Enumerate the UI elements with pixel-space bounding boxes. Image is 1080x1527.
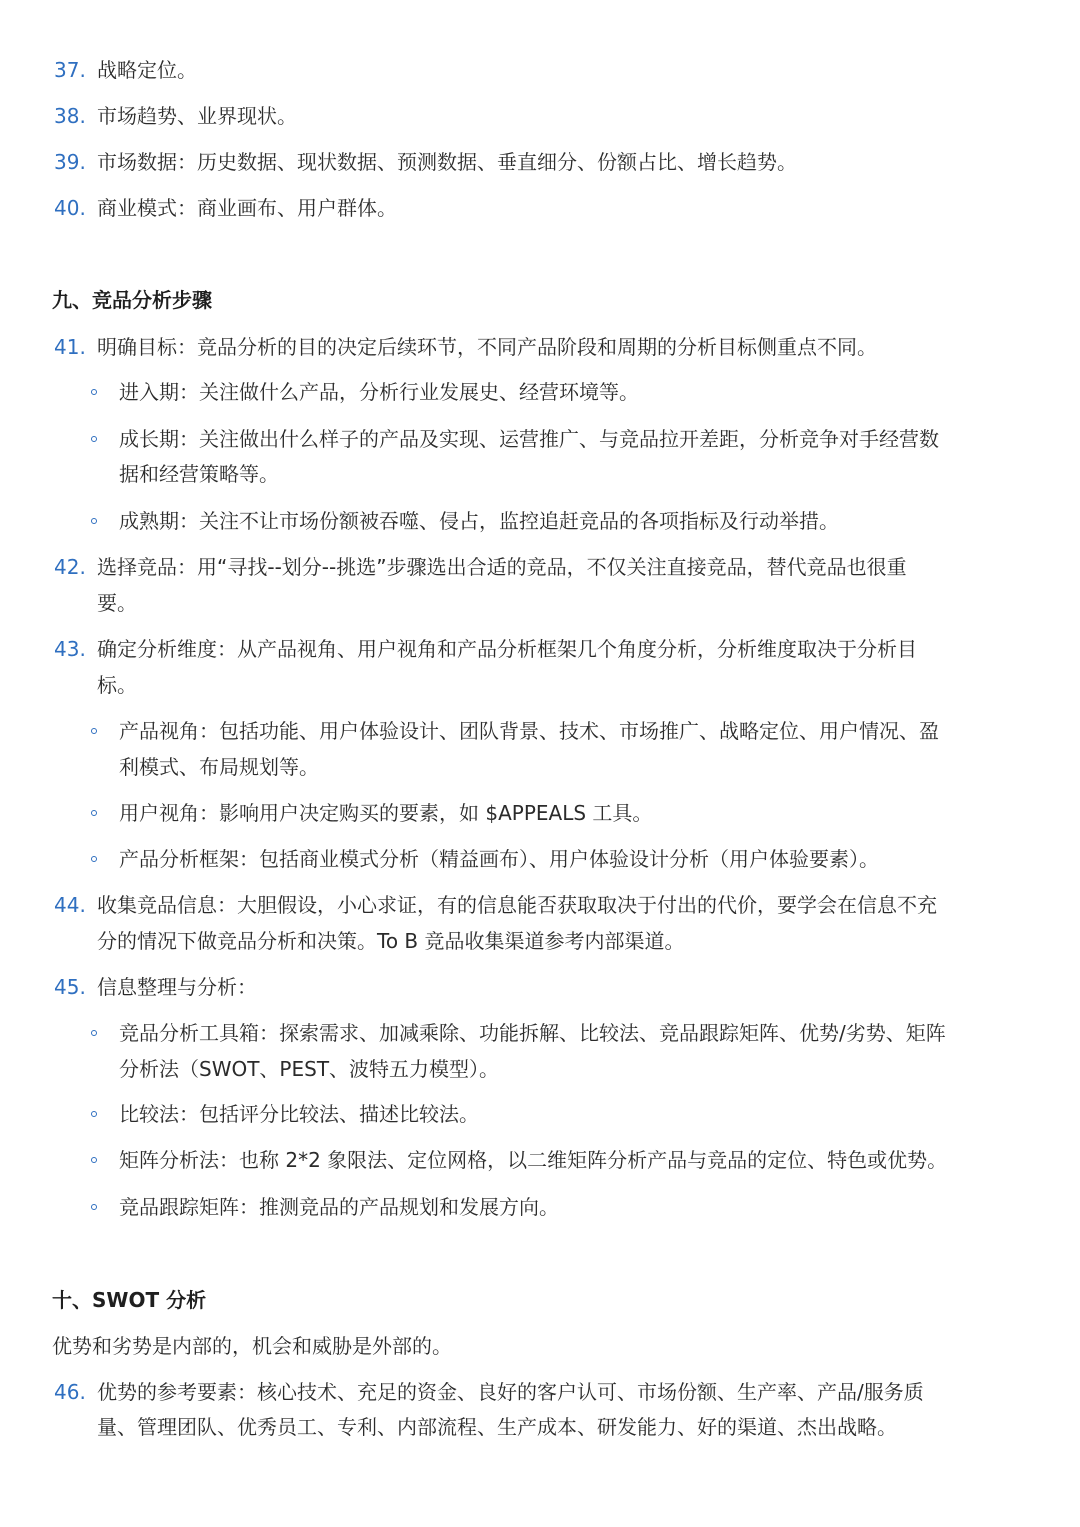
list-item-text: 标。 [97,673,137,697]
bullet-icon [91,856,97,862]
list-item-text: 商业模式：商业画布、用户群体。 [97,196,397,220]
list-item-text: 要。 [97,591,137,615]
list-item-text: 量、管理团队、优秀员工、专利、内部流程、生产成本、研发能力、好的渠道、杰出战略。 [97,1415,897,1439]
sub-item-text: 用户视角：影响用户决定购买的要素，如 $APPEALS 工具。 [119,801,653,825]
list-number: 41. [54,335,86,359]
sub-item-text: 竞品分析工具箱：探索需求、加减乘除、功能拆解、比较法、竞品跟踪矩阵、优势/劣势、矩阵 [119,1021,946,1045]
sub-item-text: 成长期：关注做出什么样子的产品及实现、运营推广、与竞品拉开差距，分析竞争对手经营数 [119,427,939,451]
list-number: 39. [54,150,86,174]
sub-item-text: 利模式、布局规划等。 [119,755,319,779]
bullet-icon [91,1030,97,1036]
list-item-text: 市场趋势、业界现状。 [97,104,297,128]
sub-item-text: 进入期：关注做什么产品，分析行业发展史、经营环境等。 [119,380,639,404]
list-item-text: 优势的参考要素：核心技术、充足的资金、良好的客户认可、市场份额、生产率、产品/服务质 [97,1380,924,1404]
sub-item-text: 成熟期：关注不让市场份额被吞噬、侵占，监控追赶竞品的各项指标及行动举措。 [119,509,839,533]
list-item-text: 收集竞品信息：大胆假设，小心求证，有的信息能否获取取决于付出的代价，要学会在信息不充 [97,893,937,917]
list-item-text: 明确目标：竞品分析的目的决定后续环节，不同产品阶段和周期的分析目标侧重点不同。 [97,335,877,359]
bullet-icon [91,1204,97,1210]
section-heading: 九、竞品分析步骤 [52,288,212,312]
bullet-icon [91,728,97,734]
list-number: 46. [54,1380,86,1404]
list-number: 42. [54,555,86,579]
list-number: 44. [54,893,86,917]
list-item-text: 市场数据：历史数据、现状数据、预测数据、垂直细分、份额占比、增长趋势。 [97,150,797,174]
list-number: 45. [54,975,86,999]
sub-item-text: 矩阵分析法：也称 2*2 象限法、定位网格，以二维矩阵分析产品与竞品的定位、特色或优势。 [119,1148,948,1172]
paragraph-text: 优势和劣势是内部的，机会和威胁是外部的。 [52,1334,452,1358]
bullet-icon [91,810,97,816]
sub-item-text: 据和经营策略等。 [119,462,279,486]
bullet-icon [91,518,97,524]
list-number: 43. [54,637,86,661]
list-item-text: 分的情况下做竞品分析和决策。To B 竞品收集渠道参考内部渠道。 [97,929,685,953]
sub-item-text: 比较法：包括评分比较法、描述比较法。 [119,1102,479,1126]
list-item-text: 确定分析维度：从产品视角、用户视角和产品分析框架几个角度分析，分析维度取决于分析目 [97,637,917,661]
list-item-text: 选择竞品：用“寻找--划分--挑选”步骤选出合适的竞品，不仅关注直接竞品，替代竞品也很重 [97,555,907,579]
list-number: 40. [54,196,86,220]
sub-item-text: 分析法（SWOT、PEST、波特五力模型）。 [119,1057,500,1081]
sub-item-text: 产品视角：包括功能、用户体验设计、团队背景、技术、市场推广、战略定位、用户情况、盈 [119,719,939,743]
bullet-icon [91,436,97,442]
bullet-icon [91,1111,97,1117]
list-number: 38. [54,104,86,128]
section-heading: 十、SWOT 分析 [52,1288,207,1312]
sub-item-text: 产品分析框架：包括商业模式分析（精益画布）、用户体验设计分析（用户体验要素）。 [119,847,879,871]
sub-item-text: 竞品跟踪矩阵：推测竞品的产品规划和发展方向。 [119,1195,559,1219]
list-item-text: 战略定位。 [97,58,197,82]
bullet-icon [91,1157,97,1163]
list-number: 37. [54,58,86,82]
list-item-text: 信息整理与分析： [97,975,257,999]
bullet-icon [91,389,97,395]
